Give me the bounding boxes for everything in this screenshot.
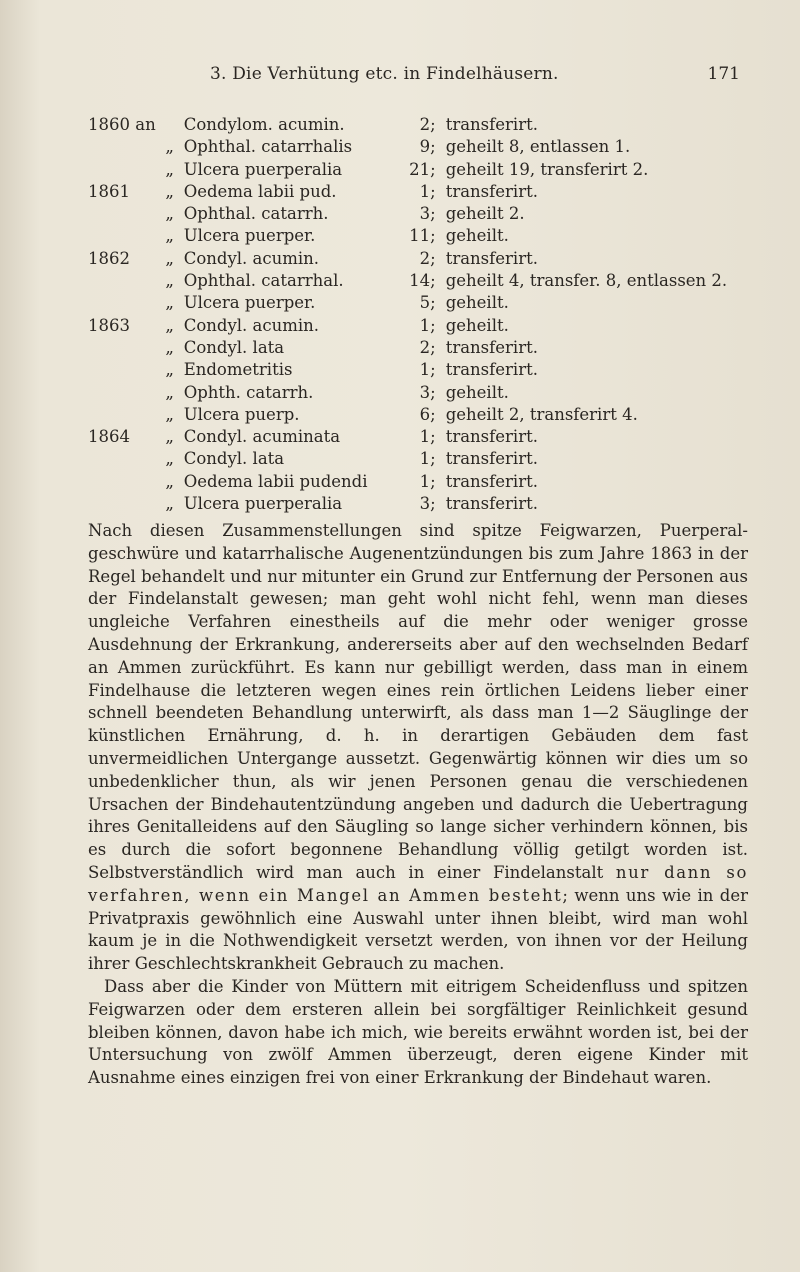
entry-count: 1; [419,449,436,469]
table-row [88,248,727,270]
entry-result: transferirt. [445,471,538,491]
table-row [88,136,727,158]
entry-count: 1; [419,360,436,380]
ditto-mark: „ [165,315,174,335]
paragraph-1-text: Nach diesen Zusammenstellungen sind spitze Feigwarzen, Puerperal-geschwüre und katarrhalische Augenentzündungen bis zum Jahre 1863 in der Regel behandelt und nur mitunter ein Grund zur Entfernung der Personen aus der Findelanstalt gewesen; man geht wohl nicht fehl, wenn man dieses ungleiche Verfahren einestheils auf die mehr oder weniger grosse Ausdehnung der Erkrankung, andererseits aber auf den wechselnden Bedarf an Ammen zurückführt. Es kann nur gebilligt werden, dass man in einem Findelhause die letzteren wegen eines rein örtlichen Leidens lieber einer schnell beendeten Behandlung unterwirft, als dass man 1—2 Säuglinge der künstlichen Ernährung, d. h. in derartigen Gebäuden dem fast unvermeidlichen Untergange aussetzt. Gegenwärtig können wir dies um so unbedenklicher thun, als wir jenen Personen genau die verschiedenen Ursachen der Bindehautentzündung angeben und dadurch die Uebertragung ihres Genitalleidens auf den Säugling so lange sicher verhindern können, bis es durch die sofort begonnene Behandlung völlig getilgt worden ist. Selbstverständlich wird man auch in einer Findelanstalt [88,521,748,882]
entry-count: 2; [419,115,436,134]
ditto-mark: „ [165,427,174,447]
entry-result: transferirt. [445,449,538,469]
table-row [88,181,727,203]
entry-count: 1; [419,471,436,491]
table-row [88,203,727,225]
case-table-body [88,114,727,515]
entry-year [88,493,156,515]
entry-condition: Ophth. catarrh. [183,382,314,402]
entry-condition: Oedema labii pudendi [183,471,368,491]
entry-count: 1; [419,427,436,447]
page-number: 171 [707,64,740,84]
entry-condition: Ophthal. catarrhal. [183,271,344,291]
running-header [170,64,750,90]
table-row [88,404,727,426]
entry-count: 11; [409,226,436,246]
ditto-mark [156,114,184,136]
entry-year [88,270,156,292]
entry-condition: Ophthal. catarrh. [183,204,329,224]
ditto-mark: „ [165,494,174,514]
entry-year [88,382,156,404]
entry-condition: Condyl. acuminata [183,427,341,447]
case-table [88,114,727,515]
entry-result: geheilt 19, transferirt 2. [445,159,649,179]
entry-condition: Endometritis [183,360,293,380]
ditto-mark: „ [165,293,174,313]
chapter-title: 3. Die Verhütung etc. in Findelhäusern. [210,64,559,84]
entry-year [88,471,156,493]
ditto-mark: „ [165,360,174,380]
entry-condition: Ulcera puerperalia [183,159,343,179]
entry-count: 21; [409,159,436,179]
entry-result: transferirt. [445,494,538,514]
table-row [88,382,727,404]
entry-result: geheilt 2, transferirt 4. [445,404,638,424]
table-row [88,471,727,493]
entry-year: 1864 [88,427,130,447]
ditto-mark: „ [165,449,174,469]
entry-year [88,292,156,314]
table-row [88,315,727,337]
entry-count: 14; [409,271,436,291]
table-row [88,359,727,381]
entry-result: geheilt. [445,226,509,246]
entry-result: transferirt. [445,115,538,134]
entry-year [88,448,156,470]
entry-condition: Ulcera puerp. [183,404,300,424]
ditto-mark: „ [165,204,174,224]
entry-result: geheilt 2. [445,204,525,224]
table-row [88,159,727,181]
paragraph-2: Dass aber die Kinder von Müttern mit eitrigem Scheidenfluss und spitzen Feigwarzen oder dem ersteren allein bei sorgfältiger Reinlichkeit gesund bleiben können, davon habe ich mich, wie bereits erwähnt worden ist, bei der Untersuchung von zwölf Ammen überzeugt, deren eigene Kinder mit Ausnahme eines einzigen frei von einer Erkrankung der Bindehaut waren. [88,976,748,1088]
entry-count: 5; [419,293,436,313]
entry-result: transferirt. [445,427,538,447]
paragraph-1 [88,520,748,976]
table-row [88,292,727,314]
entry-count: 3; [419,494,436,514]
entry-year [88,359,156,381]
table-row [88,337,727,359]
entry-result: geheilt 4, transfer. 8, entlassen 2. [445,271,728,291]
ditto-mark: „ [165,271,174,291]
table-row [88,493,727,515]
entry-result: geheilt. [445,293,509,313]
entry-result: transferirt. [445,181,538,201]
ditto-mark: „ [165,248,174,268]
ditto-mark: „ [165,137,174,157]
entry-condition: Condyl. acumin. [183,248,320,268]
entry-result: transferirt. [445,360,538,380]
entry-condition: Ulcera puerper. [183,293,316,313]
entry-result: geheilt 8, entlassen 1. [445,137,631,157]
paragraph-1-emphasis: nur dann so verfahren, wenn ein Mangel an Ammen besteht [88,862,748,905]
ditto-mark: „ [165,337,174,357]
entry-count: 3; [419,382,436,402]
entry-count: 6; [419,404,436,424]
entry-result: transferirt. [445,248,538,268]
entry-year: 1860 an [88,115,156,134]
table-row [88,448,727,470]
paragraph-1-text-end: ; wenn uns wie in der Privatpraxis gewöhnlich eine Auswahl unter ihnen bleibt, wird man wohl kaum je in die Nothwendigkeit versetzt werden, von ihnen vor der Heilung ihrer Geschlechtskrankheit Gebrauch zu machen. [88,885,748,974]
table-row [88,426,727,448]
ditto-mark: „ [165,471,174,491]
table-row [88,225,727,247]
ditto-mark: „ [165,404,174,424]
entry-year [88,404,156,426]
entry-condition: Condylom. acumin. [183,115,345,134]
entry-condition: Condyl. lata [183,337,285,357]
entry-count: 1; [419,181,436,201]
entry-condition: Condyl. lata [183,449,285,469]
entry-year [88,225,156,247]
entry-result: geheilt. [445,382,509,402]
entry-year [88,159,156,181]
entry-condition: Oedema labii pud. [183,181,337,201]
table-row [88,270,727,292]
ditto-mark: „ [165,226,174,246]
entry-count: 1; [419,315,436,335]
body-text [88,520,748,1090]
entry-condition: Condyl. acumin. [183,315,320,335]
entry-year [88,203,156,225]
ditto-mark: „ [165,382,174,402]
entry-condition: Ophthal. catarrhalis [183,137,353,157]
entry-year: 1863 [88,315,130,335]
entry-result: geheilt. [445,315,509,335]
entry-condition: Ulcera puerper. [183,226,316,246]
entry-condition: Ulcera puerperalia [183,494,343,514]
entry-result: transferirt. [445,337,538,357]
entry-year [88,337,156,359]
entry-count: 9; [419,137,436,157]
entry-count: 3; [419,204,436,224]
entry-count: 2; [419,337,436,357]
ditto-mark: „ [165,181,174,201]
ditto-mark: „ [165,159,174,179]
entry-year: 1862 [88,248,130,268]
entry-year: 1861 [88,181,130,201]
entry-count: 2; [419,248,436,268]
table-row [88,114,727,136]
entry-year [88,136,156,158]
